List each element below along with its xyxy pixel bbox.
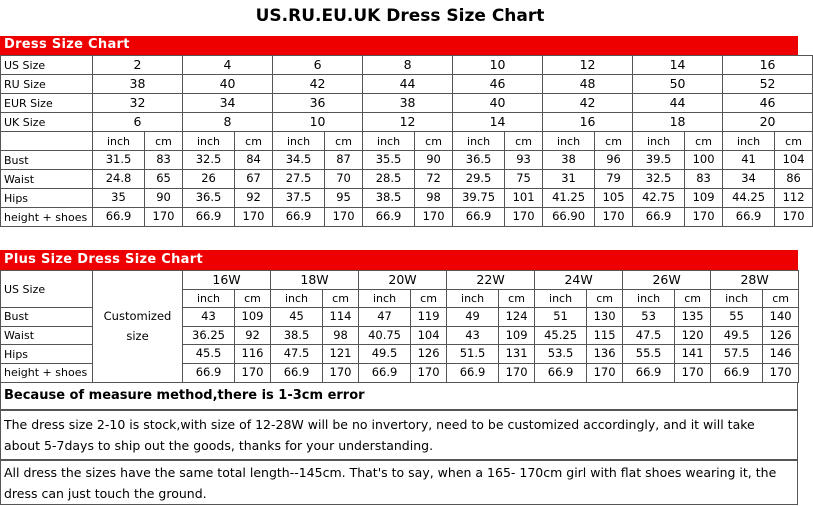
measure-cell: 66.9 [535,363,587,382]
measure-cell: 28.5 [363,170,415,189]
size-cell: 16 [723,56,813,75]
size-cell: 46 [723,94,813,113]
size-cell: 8 [183,113,273,132]
size-cell: 40 [453,94,543,113]
table-row [1,189,813,208]
measure-cell: 90 [145,189,183,208]
size-cell: 28W [711,271,799,290]
measure-cell: 41 [723,151,775,170]
measure-cell: 66.9 [183,363,235,382]
measure-cell: 65 [145,170,183,189]
unit-cm: cm [505,132,543,151]
measure-cell: 38.5 [271,326,323,345]
measure-cell: 83 [685,170,723,189]
size-cell: 36 [273,94,363,113]
measure-cell: 41.25 [543,189,595,208]
measure-cell: 66.9 [633,208,685,227]
measure-cell: 66.9 [183,208,235,227]
measure-cell: 170 [145,208,183,227]
unit-cm: cm [763,289,799,308]
measure-cell: 130 [587,308,623,327]
measure-cell: 109 [499,326,535,345]
measure-cell: 66.9 [723,208,775,227]
unit-cm: cm [685,132,723,151]
measure-cell: 131 [499,345,535,364]
measure-cell: 31.5 [93,151,145,170]
unit-cm: cm [145,132,183,151]
measure-cell: 66.9 [93,208,145,227]
size-cell: 42 [273,75,363,94]
unit-cm: cm [323,289,359,308]
size-cell: 16 [543,113,633,132]
measure-cell: 37.5 [273,189,325,208]
table-row [1,56,813,75]
measure-cell: 34 [723,170,775,189]
unit-cm: cm [775,132,813,151]
row-label: height + shoes [1,208,93,227]
measure-cell: 32.5 [633,170,685,189]
unit-row [1,132,813,151]
unit-inch: inch [359,289,411,308]
size-cell: 24W [535,271,623,290]
measure-cell: 93 [505,151,543,170]
measure-cell: 170 [415,208,453,227]
empty-cell [1,132,93,151]
size-cell: 42 [543,94,633,113]
measure-cell: 112 [775,189,813,208]
measure-cell: 51.5 [447,345,499,364]
row-label: Bust [1,308,93,327]
measure-cell: 53.5 [535,345,587,364]
unit-cm: cm [675,289,711,308]
size-cell: 18W [271,271,359,290]
unit-inch: inch [273,132,325,151]
measure-cell: 66.9 [453,208,505,227]
row-label: Waist [1,170,93,189]
measure-cell: 53 [623,308,675,327]
measure-cell: 126 [411,345,447,364]
measure-cell: 47 [359,308,411,327]
measure-cell: 170 [411,363,447,382]
measure-cell: 141 [675,345,711,364]
measure-cell: 170 [235,363,271,382]
measure-cell: 70 [325,170,363,189]
unit-cm: cm [499,289,535,308]
measure-cell: 47.5 [271,345,323,364]
page-title: US.RU.EU.UK Dress Size Chart [255,6,545,26]
unit-inch: inch [183,132,235,151]
measure-cell: 32.5 [183,151,235,170]
measure-cell: 84 [235,151,273,170]
size-cell: 14 [633,56,723,75]
measure-cell: 90 [415,151,453,170]
row-label: RU Size [1,75,93,94]
row-label: Hips [1,345,93,364]
measure-cell: 36.25 [183,326,235,345]
measure-cell: 140 [763,308,799,327]
measure-cell: 124 [499,308,535,327]
measure-cell: 135 [675,308,711,327]
measure-cell: 126 [763,326,799,345]
size-cell: 52 [723,75,813,94]
row-label: Waist [1,326,93,345]
measure-cell: 98 [323,326,359,345]
unit-cm: cm [235,132,273,151]
measure-cell: 35.5 [363,151,415,170]
measure-cell: 66.9 [711,363,763,382]
measure-cell: 105 [595,189,633,208]
measure-cell: 45.5 [183,345,235,364]
size-cell: 34 [183,94,273,113]
unit-inch: inch [633,132,685,151]
size-cell: 50 [633,75,723,94]
measure-cell: 87 [325,151,363,170]
measure-cell: 55.5 [623,345,675,364]
size-cell: 20 [723,113,813,132]
measure-cell: 43 [183,308,235,327]
size-cell: 38 [363,94,453,113]
size-cell: 22W [447,271,535,290]
measure-cell: 43 [447,326,499,345]
size-cell: 10 [273,113,363,132]
table-row [1,75,813,94]
measure-cell: 39.5 [633,151,685,170]
measure-cell: 51 [535,308,587,327]
measure-cell: 45.25 [535,326,587,345]
table-row [1,208,813,227]
unit-cm: cm [415,132,453,151]
measure-cell: 95 [325,189,363,208]
row-label: EUR Size [1,94,93,113]
measure-cell: 170 [323,363,359,382]
measure-cell: 109 [685,189,723,208]
measure-cell: 170 [325,208,363,227]
measure-cell: 116 [235,345,271,364]
size-cell: 32 [93,94,183,113]
measure-cell: 170 [587,363,623,382]
measure-cell: 170 [675,363,711,382]
measure-cell: 121 [323,345,359,364]
measure-cell: 66.9 [273,208,325,227]
measure-cell: 66.9 [271,363,323,382]
length-note: All dress the sizes have the same total length--145cm. That's to say, when a 165- 170cm girl with flat shoes wearing it, the dress can just touch the ground. [0,460,798,505]
unit-inch: inch [271,289,323,308]
table-row [1,151,813,170]
dress-size-chart-banner: Dress Size Chart [0,36,798,55]
size-cell: 40 [183,75,273,94]
measure-cell: 104 [775,151,813,170]
measure-cell: 27.5 [273,170,325,189]
measure-cell: 42.75 [633,189,685,208]
row-label: US Size [1,56,93,75]
measure-cell: 67 [235,170,273,189]
unit-cm: cm [325,132,363,151]
measure-cell: 45 [271,308,323,327]
measure-cell: 66.9 [359,363,411,382]
measure-cell: 170 [595,208,633,227]
measure-cell: 38 [543,151,595,170]
dress-size-table [0,55,813,227]
measure-cell: 75 [505,170,543,189]
measure-error-note: Because of measure method,there is 1-3cm error [0,382,798,410]
size-cell: 18 [633,113,723,132]
measure-cell: 66.9 [623,363,675,382]
measure-cell: 44.25 [723,189,775,208]
measure-cell: 66.90 [543,208,595,227]
measure-cell: 104 [411,326,447,345]
size-cell: 38 [93,75,183,94]
size-cell: 12 [543,56,633,75]
unit-cm: cm [587,289,623,308]
row-label: Hips [1,189,93,208]
measure-cell: 24.8 [93,170,145,189]
measure-cell: 109 [235,308,271,327]
measure-cell: 170 [505,208,543,227]
unit-inch: inch [543,132,595,151]
unit-inch: inch [711,289,763,308]
measure-cell: 55 [711,308,763,327]
measure-cell: 66.9 [447,363,499,382]
measure-cell: 83 [145,151,183,170]
measure-cell: 170 [775,208,813,227]
unit-cm: cm [411,289,447,308]
measure-cell: 170 [499,363,535,382]
table-row [1,170,813,189]
measure-cell: 79 [595,170,633,189]
measure-cell: 100 [685,151,723,170]
size-cell: 46 [453,75,543,94]
measure-cell: 34.5 [273,151,325,170]
measure-cell: 146 [763,345,799,364]
measure-cell: 35 [93,189,145,208]
size-cell: 4 [183,56,273,75]
measure-cell: 57.5 [711,345,763,364]
measure-cell: 96 [595,151,633,170]
size-cell: 44 [363,75,453,94]
size-cell: 8 [363,56,453,75]
measure-cell: 92 [235,326,271,345]
size-cell: 14 [453,113,543,132]
measure-cell: 136 [587,345,623,364]
measure-cell: 98 [415,189,453,208]
measure-cell: 119 [411,308,447,327]
measure-cell: 170 [685,208,723,227]
measure-cell: 36.5 [183,189,235,208]
table-row [1,113,813,132]
unit-inch: inch [535,289,587,308]
measure-cell: 49.5 [711,326,763,345]
row-label: Bust [1,151,93,170]
measure-cell: 31 [543,170,595,189]
measure-cell: 29.5 [453,170,505,189]
unit-inch: inch [453,132,505,151]
measure-cell: 72 [415,170,453,189]
unit-cm: cm [235,289,271,308]
measure-cell: 92 [235,189,273,208]
measure-cell: 47.5 [623,326,675,345]
row-label: height + shoes [1,363,93,382]
measure-cell: 66.9 [363,208,415,227]
size-cell: 44 [633,94,723,113]
plus-size-chart-banner: Plus Size Dress Size Chart [0,250,798,270]
size-cell: 6 [93,113,183,132]
customized-size-label: Customized size [93,271,183,383]
us-size-label: US Size [1,271,93,308]
measure-cell: 86 [775,170,813,189]
measure-cell: 38.5 [363,189,415,208]
measure-cell: 101 [505,189,543,208]
size-cell: 26W [623,271,711,290]
size-cell: 48 [543,75,633,94]
measure-cell: 49 [447,308,499,327]
unit-inch: inch [447,289,499,308]
measure-cell: 115 [587,326,623,345]
measure-cell: 120 [675,326,711,345]
unit-cm: cm [595,132,633,151]
measure-cell: 114 [323,308,359,327]
unit-inch: inch [623,289,675,308]
measure-cell: 40.75 [359,326,411,345]
measure-cell: 36.5 [453,151,505,170]
measure-cell: 170 [763,363,799,382]
size-cell: 6 [273,56,363,75]
size-cell: 12 [363,113,453,132]
unit-inch: inch [363,132,415,151]
unit-inch: inch [93,132,145,151]
measure-cell: 26 [183,170,235,189]
table-row [1,94,813,113]
plus-size-header-row [1,271,799,290]
unit-inch: inch [183,289,235,308]
measure-cell: 39.75 [453,189,505,208]
unit-inch: inch [723,132,775,151]
plus-size-table [0,270,799,383]
size-cell: 20W [359,271,447,290]
size-cell: 2 [93,56,183,75]
measure-cell: 49.5 [359,345,411,364]
size-cell: 16W [183,271,271,290]
stock-note: The dress size 2-10 is stock,with size of 12-28W will be no invertory, need to be customized accordingly, and it will take about 5-7days to ship out the goods, thanks for your understanding. [0,410,798,460]
measure-cell: 170 [235,208,273,227]
row-label: UK Size [1,113,93,132]
size-cell: 10 [453,56,543,75]
